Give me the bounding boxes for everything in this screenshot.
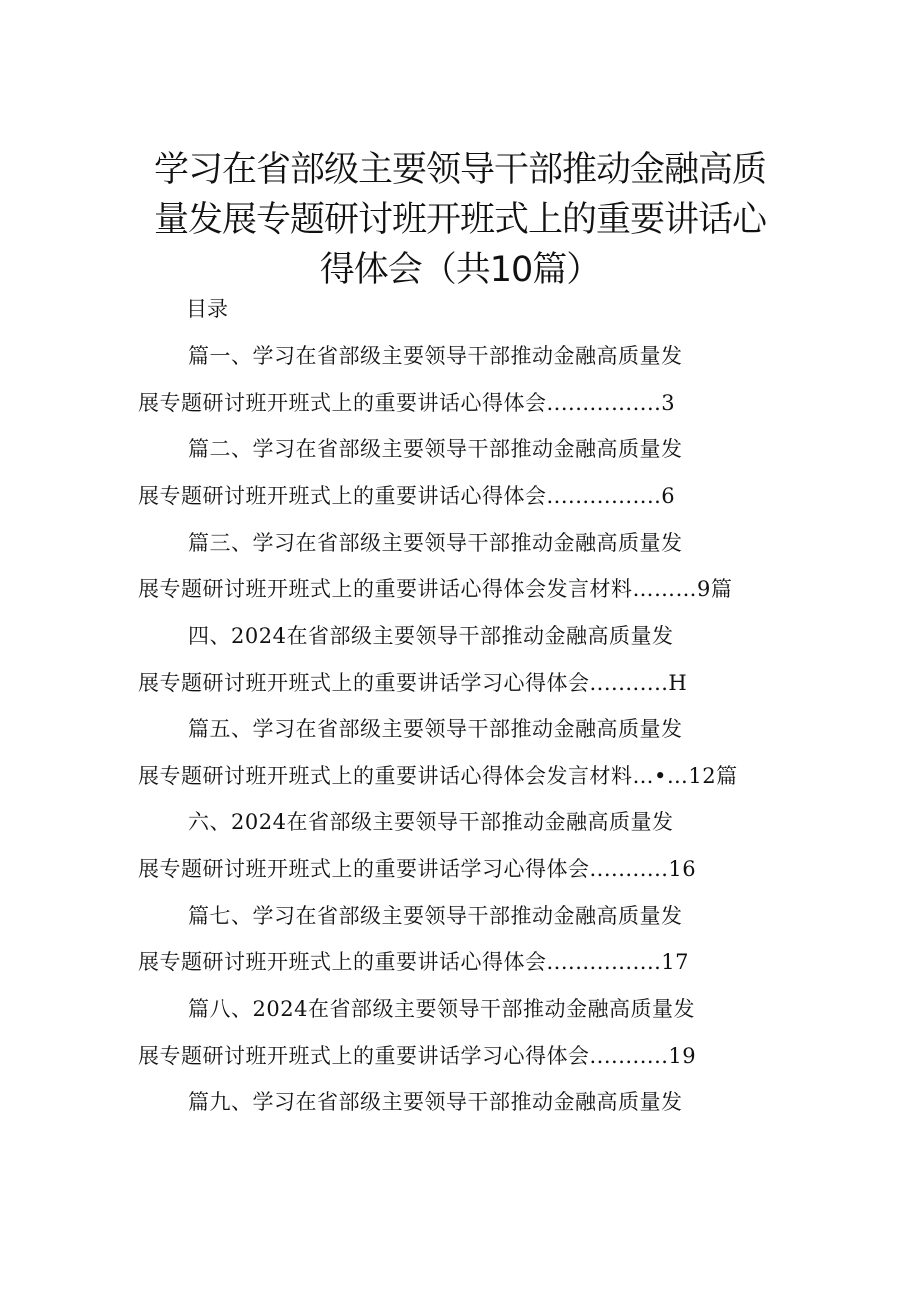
toc-entry-4-line1[interactable]: 四、2024在省部级主要领导干部推动金融高质量发 [188,624,674,648]
title-line: 得体会（共10篇） [319,250,601,291]
title-line: 量发展专题研讨班开班式上的重要讲话心 [153,200,766,241]
toc-entry-8-line1[interactable]: 篇八、2024在省部级主要领导干部推动金融高质量发 [188,997,695,1021]
toc-entry-3-line2[interactable]: 展专题研讨班开班式上的重要讲话心得体会发言材料………9篇 [138,577,733,601]
toc-entry-1-line2[interactable]: 展专题研讨班开班式上的重要讲话心得体会................3 [138,391,676,415]
toc-entry-8-line2[interactable]: 展专题研讨班开班式上的重要讲话学习心得体会...........19 [138,1044,697,1068]
toc-heading: 目录 [186,297,228,321]
document-title [140,145,780,295]
title-line: 学习在省部级主要领导干部推动金融高质 [153,150,766,191]
toc-entry-7-line2[interactable]: 展专题研讨班开班式上的重要讲话心得体会................17 [138,950,690,974]
toc-entry-1-line1[interactable]: 篇一、学习在省部级主要领导干部推动金融高质量发 [188,344,683,368]
toc-entry-7-line1[interactable]: 篇七、学习在省部级主要领导干部推动金融高质量发 [188,904,683,928]
toc-entry-5-line2[interactable]: 展专题研讨班开班式上的重要讲话心得体会发言材料…•…12篇 [138,764,738,788]
toc-entry-2-line2[interactable]: 展专题研讨班开班式上的重要讲话心得体会................6 [138,484,676,508]
toc-entry-4-line2[interactable]: 展专题研讨班开班式上的重要讲话学习心得体会...........H [138,671,688,695]
toc-entry-3-line1[interactable]: 篇三、学习在省部级主要领导干部推动金融高质量发 [188,531,683,555]
toc-entry-2-line1[interactable]: 篇二、学习在省部级主要领导干部推动金融高质量发 [188,437,683,461]
toc-entry-9-line1[interactable]: 篇九、学习在省部级主要领导干部推动金融高质量发 [188,1090,683,1114]
toc-entry-6-line1[interactable]: 六、2024在省部级主要领导干部推动金融高质量发 [188,810,674,834]
toc-entry-6-line2[interactable]: 展专题研讨班开班式上的重要讲话学习心得体会...........16 [138,857,697,881]
toc-entry-5-line1[interactable]: 篇五、学习在省部级主要领导干部推动金融高质量发 [188,717,683,741]
